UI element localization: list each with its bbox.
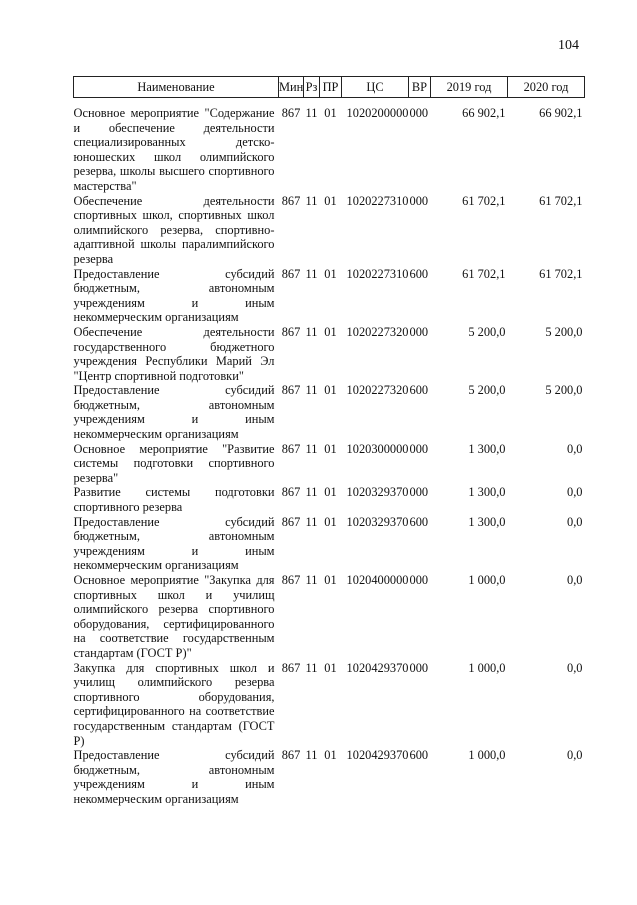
row-min: 867: [281, 514, 301, 529]
row-min: 867: [281, 383, 301, 398]
row-vr: 600: [409, 748, 429, 763]
table-row: [74, 573, 585, 661]
row-2019: 5 200,0: [468, 324, 506, 339]
row-2019: 61 702,1: [462, 266, 506, 281]
table-row: [74, 383, 585, 441]
header-min: Мин: [279, 77, 304, 98]
row-name: Основное мероприятие "Содержание и обеспечение деятельности специализированных детско-юношеских школ олимпийского резерва, школы высшего спортивного мастерства": [73, 106, 275, 193]
table-row: [74, 98, 585, 194]
row-rz: 11: [305, 383, 318, 398]
row-vr: 000: [409, 324, 429, 339]
row-pr: 01: [324, 573, 337, 587]
row-min: 867: [281, 266, 301, 281]
row-2020: 61 702,1: [539, 266, 583, 281]
row-pr: 01: [324, 324, 337, 339]
row-vr: 000: [409, 660, 429, 675]
row-vr: 600: [409, 266, 429, 281]
row-rz: 11: [305, 441, 318, 456]
row-name: Предоставление субсидий бюджетным, автономным учреждениям и иным некоммерческим организациям: [73, 266, 275, 325]
header-cs: ЦС: [342, 77, 409, 98]
row-pr: 01: [324, 660, 337, 675]
row-2020: 66 902,1: [539, 106, 583, 120]
row-2019: 61 702,1: [462, 193, 506, 208]
row-rz: 11: [305, 324, 318, 339]
row-cs: 1020200000: [346, 106, 409, 120]
header-2020: 2020 год: [508, 77, 585, 98]
row-rz: 11: [305, 660, 318, 675]
row-min: 867: [281, 748, 301, 763]
row-pr: 01: [324, 383, 337, 398]
row-2020: 0,0: [567, 660, 583, 675]
row-min: 867: [281, 193, 301, 208]
row-name: Предоставление субсидий бюджетным, автономным учреждениям и иным некоммерческим организациям: [73, 383, 275, 442]
header-vr: ВР: [409, 77, 431, 98]
row-pr: 01: [324, 193, 337, 208]
row-cs: 1020329370: [346, 485, 409, 500]
row-pr: 01: [324, 748, 337, 763]
row-vr: 000: [409, 485, 429, 500]
row-vr: 000: [409, 193, 429, 208]
row-min: 867: [281, 106, 301, 120]
table-header-row: [74, 77, 585, 98]
row-vr: 000: [409, 573, 429, 587]
row-cs: 1020429370: [346, 660, 409, 675]
table-row: [74, 442, 585, 486]
table-row: [74, 267, 585, 325]
row-rz: 11: [305, 748, 318, 763]
row-2020: 61 702,1: [539, 193, 583, 208]
row-pr: 01: [324, 514, 337, 529]
row-2019: 5 200,0: [468, 383, 506, 398]
row-cs: 1020227310: [346, 193, 409, 208]
row-rz: 11: [305, 106, 318, 120]
row-rz: 11: [305, 193, 318, 208]
row-cs: 1020329370: [346, 514, 409, 529]
row-2019: 1 300,0: [468, 514, 506, 529]
row-pr: 01: [324, 485, 337, 500]
row-name: Предоставление субсидий бюджетным, автономным учреждениям и иным некоммерческим организациям: [73, 514, 275, 573]
row-cs: 1020227310: [346, 266, 409, 281]
row-min: 867: [281, 660, 301, 675]
row-2020: 0,0: [567, 573, 583, 587]
table-row: [74, 661, 585, 749]
row-pr: 01: [324, 441, 337, 456]
row-min: 867: [281, 573, 301, 587]
row-rz: 11: [305, 514, 318, 529]
table-row: [74, 194, 585, 267]
row-2020: 5 200,0: [545, 324, 583, 339]
row-name: Закупка для спортивных школ и училищ олимпийского резерва спортивного оборудования, сертифицированного на соответствие государственным стандартам (ГОСТ Р): [73, 660, 275, 748]
row-name: Основное мероприятие "Развитие системы подготовки спортивного резерва": [73, 441, 275, 485]
header-pr: ПР: [320, 77, 342, 98]
header-name: Наименование: [74, 77, 279, 98]
row-2020: 0,0: [567, 748, 583, 763]
row-rz: 11: [305, 485, 318, 500]
table-row: [74, 325, 585, 383]
table-row: [74, 485, 585, 514]
row-cs: 1020300000: [346, 441, 409, 456]
row-cs: 1020400000: [346, 573, 409, 587]
row-name: Обеспечение деятельности государственного бюджетного учреждения Республики Марий Эл "Центр спортивной подготовки": [73, 324, 275, 383]
row-vr: 000: [409, 106, 429, 120]
row-2019: 1 000,0: [468, 573, 506, 587]
row-name: Основное мероприятие "Закупка для спортивных школ и училищ олимпийского резерва спортивного оборудования, сертифицированного на соответствие государственным стандартам (ГОСТ Р)": [73, 573, 275, 660]
row-min: 867: [281, 324, 301, 339]
row-cs: 1020227320: [346, 383, 409, 398]
row-name: Обеспечение деятельности спортивных школ, спортивных школ олимпийского резерва, спортивно-адаптивной школы паралимпийского резерва: [73, 193, 275, 266]
row-2020: 0,0: [567, 485, 583, 500]
row-name: Развитие системы подготовки спортивного резерва: [73, 485, 275, 515]
row-cs: 1020227320: [346, 324, 409, 339]
row-rz: 11: [305, 573, 318, 587]
row-2019: 1 000,0: [468, 748, 506, 763]
row-name: Предоставление субсидий бюджетным, автономным учреждениям и иным некоммерческим организациям: [73, 748, 275, 806]
header-2019: 2019 год: [431, 77, 508, 98]
row-cs: 1020429370: [346, 748, 409, 763]
row-min: 867: [281, 441, 301, 456]
row-2019: 66 902,1: [462, 106, 506, 120]
header-rz: Рз: [304, 77, 320, 98]
row-min: 867: [281, 485, 301, 500]
row-2019: 1 000,0: [468, 660, 506, 675]
row-pr: 01: [324, 106, 337, 120]
budget-table: [73, 76, 585, 807]
row-2019: 1 300,0: [468, 441, 506, 456]
row-2020: 0,0: [567, 441, 583, 456]
row-pr: 01: [324, 266, 337, 281]
row-2020: 0,0: [567, 514, 583, 529]
row-vr: 000: [409, 441, 429, 456]
row-vr: 600: [409, 514, 429, 529]
row-rz: 11: [305, 266, 318, 281]
page-number: 104: [558, 38, 579, 53]
table-row: [74, 748, 585, 806]
row-2020: 5 200,0: [545, 383, 583, 398]
row-vr: 600: [409, 383, 429, 398]
table-row: [74, 515, 585, 573]
row-2019: 1 300,0: [468, 485, 506, 500]
